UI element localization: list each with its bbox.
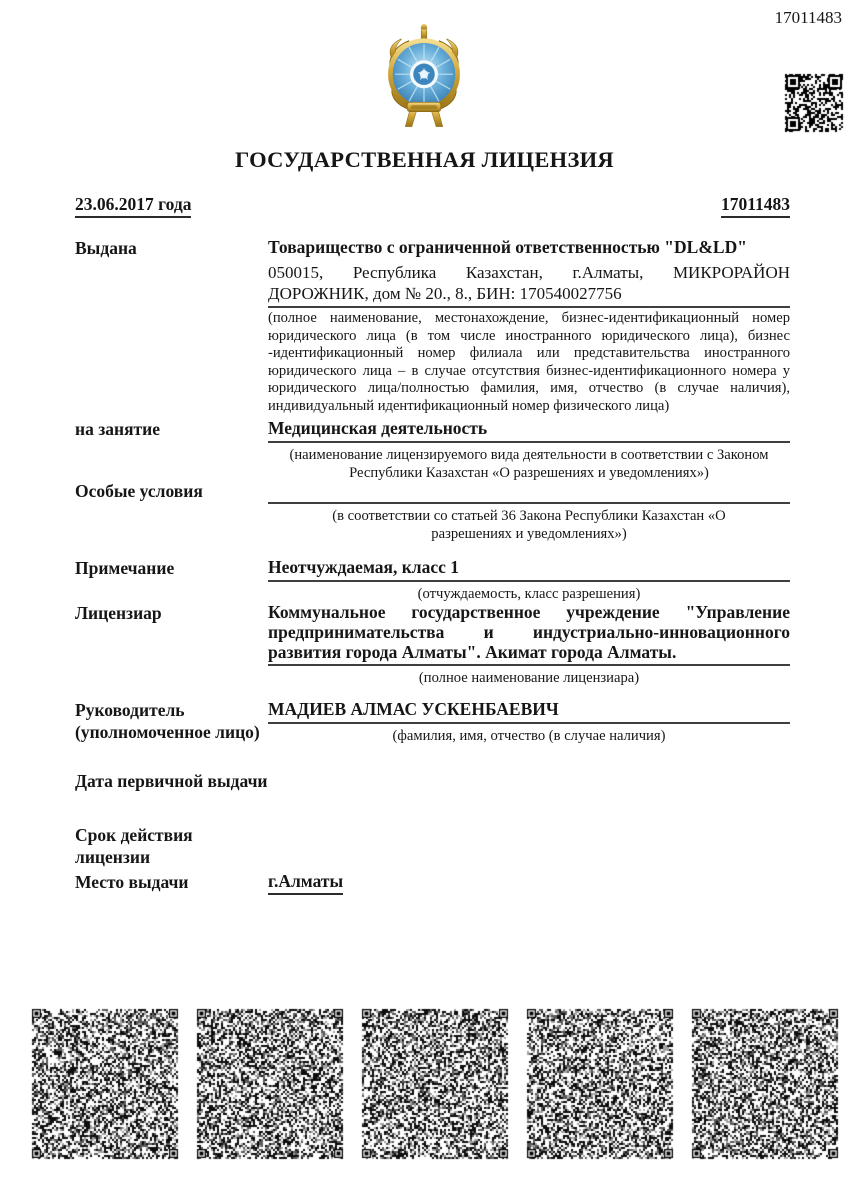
first-issue-date-label: Дата первичной выдачи xyxy=(75,771,268,791)
barcode-3 xyxy=(360,1007,510,1160)
barcode-5 xyxy=(690,1007,840,1160)
field-validity xyxy=(75,824,790,868)
barcode-4 xyxy=(525,1007,675,1160)
note-caption: (отчуждаемость, класс разрешения) xyxy=(417,586,641,602)
issue-place-value: г.Алматы xyxy=(268,871,343,895)
issue-row xyxy=(75,194,790,218)
validity-label: Срок действия лицензии xyxy=(75,825,193,867)
qr-code xyxy=(783,72,845,134)
issue-date: 23.06.2017 года xyxy=(75,194,191,218)
activity-label: на занятие xyxy=(75,419,160,439)
activity-value: Медицинская деятельность xyxy=(268,418,488,438)
field-licensor xyxy=(75,602,790,687)
field-issued-to xyxy=(75,237,790,416)
license-number: 17011483 xyxy=(721,194,790,218)
kazakhstan-emblem-icon xyxy=(368,22,480,134)
head-caption: (фамилия, имя, отчество (в случае наличия) xyxy=(392,728,666,744)
licensor-caption: (полное наименование лицензиара) xyxy=(418,670,640,686)
note-value: Неотчуждаемая, класс 1 xyxy=(268,557,460,577)
issued-to-value-block xyxy=(268,237,790,308)
licensee-address: 050015, Республика Казахстан, г.Алматы, МИКРОРАЙОН ДОРОЖНИК, дом № 20., 8., БИН: 170540027756 xyxy=(268,263,790,303)
issued-to-caption: (полное наименование, местонахождение, бизнес-идентификационный номер юридического лица (в том числе иностранного юридического лица), бизнес -идентификационный номер филиала или представительства иностранного юридического лица – в случае отсутствия бизнес-идентификационного номера у юридического лица/полностью фамилия, имя, отчество (в случае наличия), индивидуальный идентификационный номер физического лица) xyxy=(268,310,790,414)
special-conditions-label: Особые условия xyxy=(75,481,203,501)
field-activity xyxy=(75,418,790,482)
special-conditions-value xyxy=(268,480,790,502)
barcode-row xyxy=(30,1007,840,1160)
head-label: Руководитель (уполномоченное лицо) xyxy=(75,700,260,742)
special-conditions-caption: (в соответствии со статьей 36 Закона Республики Казахстан «О разрешениях и уведомлениях») xyxy=(332,508,726,542)
issue-place-label: Место выдачи xyxy=(75,872,189,892)
licensor-value: Коммунальное государственное учреждение "Управление предпринимательства и индустриально-инновационного развития города Алматы". Акимат города Алматы. xyxy=(268,602,790,662)
note-label: Примечание xyxy=(75,558,175,578)
activity-caption: (наименование лицензируемого вида деятельности в соответствии с Законом Республики Казахстан «О разрешениях и уведомлениях») xyxy=(289,447,769,481)
barcode-1 xyxy=(30,1007,180,1160)
field-head xyxy=(75,699,790,745)
document-title: ГОСУДАРСТВЕННАЯ ЛИЦЕНЗИЯ xyxy=(235,147,614,172)
document-number-top: 17011483 xyxy=(774,8,842,27)
issued-to-label: Выдана xyxy=(75,238,137,258)
head-value: МАДИЕВ АЛМАС УСКЕНБАЕВИЧ xyxy=(268,699,559,719)
barcode-2 xyxy=(195,1007,345,1160)
field-issue-place xyxy=(75,871,790,895)
field-special-conditions xyxy=(75,480,790,543)
field-note xyxy=(75,557,790,603)
field-first-issue-date xyxy=(75,770,790,792)
licensor-label: Лицензиар xyxy=(75,603,162,623)
licensee-name: Товарищество с ограниченной ответственностью "DL&LD" xyxy=(268,237,747,257)
